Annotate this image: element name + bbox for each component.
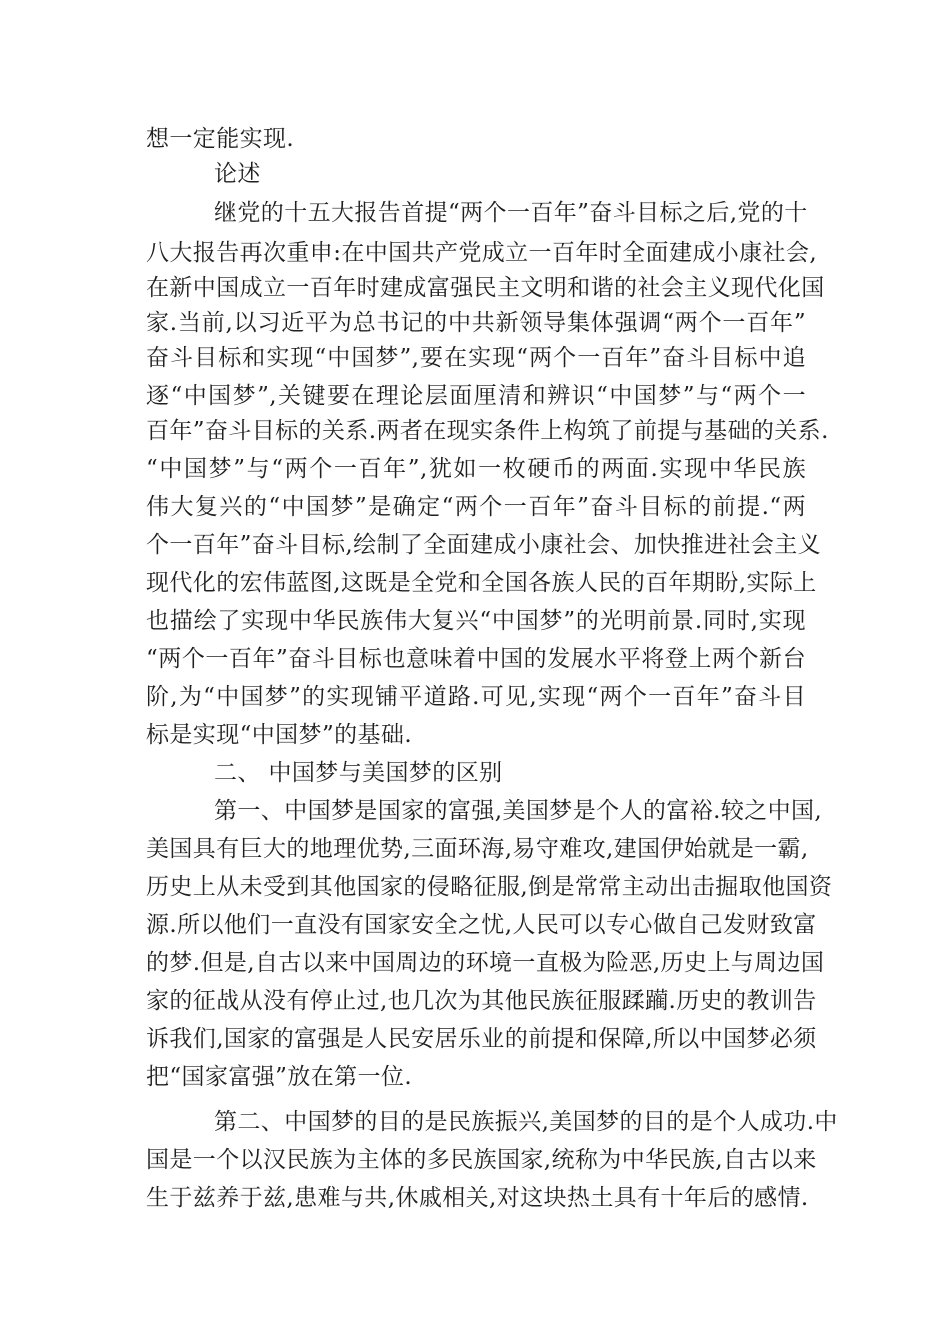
text-line: 在新中国成立一百年时建成富强民主文明和谐的社会主义现代化国 <box>146 275 825 301</box>
text-line: 标是实现“中国梦”的基础. <box>146 722 413 748</box>
text-line: 八大报告再次重申:在中国共产党成立一百年时全面建成小康社会, <box>146 240 818 266</box>
text-line: 的梦.但是,自古以来中国周边的环境一直极为险恶,历史上与周边国 <box>146 950 825 976</box>
text-line: 想一定能实现. <box>146 126 295 152</box>
section-heading: 二、 中国梦与美国梦的区别 <box>214 760 503 786</box>
text-line: 第一、中国梦是国家的富强,美国梦是个人的富裕.较之中国, <box>214 798 823 824</box>
text-line: 奋斗目标和实现“中国梦”,要在实现“两个一百年”奋斗目标中追 <box>146 345 806 371</box>
text-line: 论述 <box>214 161 261 187</box>
text-line: 把“国家富强”放在第一位. <box>146 1064 413 1090</box>
text-line: 诉我们,国家的富强是人民安居乐业的前提和保障,所以中国梦必须 <box>146 1026 817 1052</box>
text-line: 第二、中国梦的目的是民族振兴,美国梦的目的是个人成功.中 <box>214 1109 838 1135</box>
text-line: 家.当前,以习近平为总书记的中共新领导集体强调“两个一百年” <box>146 310 806 336</box>
text-line: 个一百年”奋斗目标,绘制了全面建成小康社会、加快推进社会主义 <box>146 532 822 558</box>
text-line: 家的征战从没有停止过,也几次为其他民族征服蹂躏.历史的教训告 <box>146 988 817 1014</box>
text-line: “两个一百年”奋斗目标也意味着中国的发展水平将登上两个新台 <box>146 646 806 672</box>
text-line: 也描绘了实现中华民族伟大复兴“中国梦”的光明前景.同时,实现 <box>146 608 806 634</box>
text-line: 生于兹养于兹,患难与共,休戚相关,对这块热土具有十年后的感情. <box>146 1185 809 1211</box>
text-line: “中国梦”与“两个一百年”,犹如一枚硬币的两面.实现中华民族 <box>146 456 806 482</box>
text-line: 美国具有巨大的地理优势,三面环海,易守难攻,建国伊始就是一霸, <box>146 836 809 862</box>
text-line: 国是一个以汉民族为主体的多民族国家,统称为中华民族,自古以来 <box>146 1147 817 1173</box>
text-line: 源.所以他们一直没有国家安全之忧,人民可以专心做自己发财致富 <box>146 912 817 938</box>
text-line: 现代化的宏伟蓝图,这既是全党和全国各族人民的百年期盼,实际上 <box>146 570 817 596</box>
text-line: 逐“中国梦”,关键要在理论层面厘清和辨识“中国梦”与“两个一 <box>146 383 806 409</box>
text-line: 继党的十五大报告首提“两个一百年”奋斗目标之后,党的十 <box>214 200 808 226</box>
text-line: 阶,为“中国梦”的实现铺平道路.可见,实现“两个一百年”奋斗目 <box>146 684 806 710</box>
text-line: 历史上从未受到其他国家的侵略征服,倒是常常主动出击掘取他国资 <box>146 874 833 900</box>
text-line: 伟大复兴的“中国梦”是确定“两个一百年”奋斗目标的前提.“两 <box>146 494 806 520</box>
text-line: 百年”奋斗目标的关系.两者在现实条件上构筑了前提与基础的关系. <box>146 418 829 444</box>
